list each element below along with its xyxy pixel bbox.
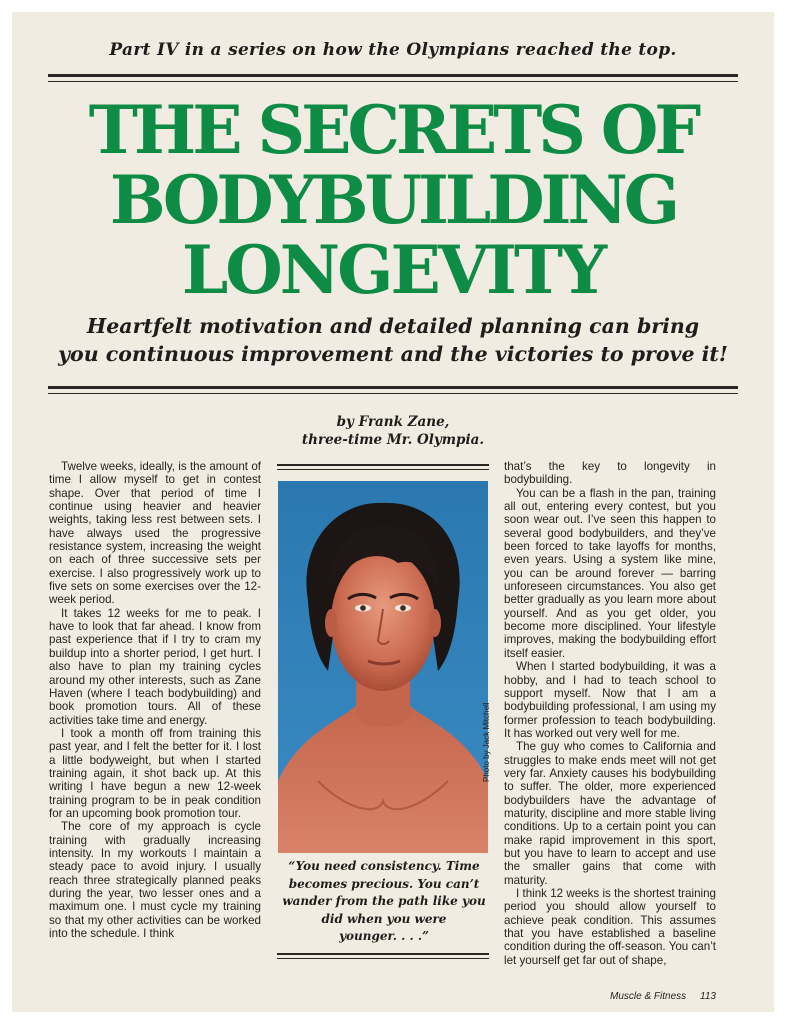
- body-paragraph: I think 12 weeks is the shortest training period you should allow yourself to achieve peak condition. This assumes that you have established a baseline condition during the off-season. You can’t let yourself get far out of shape,: [504, 887, 716, 967]
- pull-quote: [274, 858, 494, 946]
- pull-quote-line: wander from the path like you: [282, 894, 486, 908]
- pull-quote-line: did when you were: [321, 911, 447, 926]
- body-column-left: [49, 460, 261, 940]
- deck-line-2: you continuous improvement and the victories to prove it!: [58, 342, 728, 366]
- headline-line-1: THE SECRETS OF: [88, 91, 698, 169]
- body-paragraph: Twelve weeks, ideally, is the amount of time I allow myself to get in contest shape. Over that period of time I continue using heavier and heavier weights, taking less rest between sets. I have always used the progressive resistance system, increasing the weight on each of three successive sets per exercise. I also progressively work up to five sets on some exercises over the 12-week period.: [49, 460, 261, 607]
- portrait-photo: [278, 481, 488, 853]
- top-rule: [48, 74, 738, 82]
- deck-rule: [48, 386, 738, 394]
- body-paragraph: You can be a flash in the pan, training all out, entering every contest, but you soon wear out. I’ve seen this happen to several good bodybuilders, and they’ve been forced to take layoffs for months, even years. Using a system like mine, you can be around forever — barring unforeseen circumstances. You also get better gradually as you learn more about yourself. And as you get older, you become more disciplined. Your lifestyle improves, making the bodybuilding effort itself easier.: [504, 486, 716, 660]
- body-paragraph: It takes 12 weeks for me to peak. I have to look that far ahead. I know from past experience that if I try to cram my buildup into a shorter period, I get hurt. I also have to plan my training cycles around my other interests, such as Zane Haven (where I teach bodybuilding) and book promotion tours. All of these activities take time and energy.: [49, 606, 261, 727]
- body-paragraph: The guy who comes to California and struggles to make ends meet will not get very far. Anxiety causes his bodybuilding to suffer. The older, more experienced bodybuilders have the advantage of maturity, discipline and more stable living conditions. Up to a certain point you can make rapid improvement in this sport, but you have to learn to accept and use the smaller gains that come with maturity.: [504, 740, 716, 887]
- footer-magazine-name: Muscle & Fitness: [610, 991, 687, 1002]
- body-paragraph: I took a month off from training this past year, and I felt the better for it. I lost a little bodyweight, but when I started training again, it shot back up. At this writing I have begun a new 12-week training program to be in peak condition for an upcoming book promotion tour.: [49, 726, 261, 820]
- pull-quote-line: younger. . . .”: [339, 929, 429, 943]
- pull-quote-line: “You need consistency. Time: [288, 859, 480, 873]
- body-column-right: [504, 460, 716, 967]
- magazine-page: [12, 12, 774, 1012]
- headline-line-2: BODYBUILDING: [109, 161, 677, 239]
- series-kicker: Part IV in a series on how the Olympians reached the top.: [109, 40, 677, 60]
- body-paragraph: that’s the key to longevity in bodybuilding.: [504, 460, 716, 487]
- deck-line-1: Heartfelt motivation and detailed planning can bring: [86, 314, 700, 338]
- body-paragraph: When I started bodybuilding, it was a hobby, and I had to teach school to support myself. Now that I am a bodybuilding professional, I am using my former profession to teach bodybuilding. It has worked out very well for me.: [504, 660, 716, 740]
- headline-line-3: LONGEVITY: [181, 231, 605, 309]
- portrait-illustration: [278, 481, 488, 853]
- quote-bottom-rule: [277, 953, 489, 959]
- footer-page-number: 113: [700, 991, 716, 1002]
- photo-top-rule: [277, 464, 489, 470]
- photo-credit: Photo by Jack Mitchell: [482, 702, 491, 782]
- byline-title: three-time Mr. Olympia.: [301, 432, 485, 448]
- body-paragraph: The core of my approach is cycle training with gradually increasing intensity. In my workouts I maintain a steady pace to avoid injury. I usually reach three strategically planned peaks during the year, two lesser ones and a maximum one. I must cycle my training so that my other activities can be worked into the schedule. I think: [49, 820, 261, 941]
- byline-author: by Frank Zane,: [336, 414, 450, 430]
- pull-quote-line: becomes precious. You can’t: [288, 876, 480, 891]
